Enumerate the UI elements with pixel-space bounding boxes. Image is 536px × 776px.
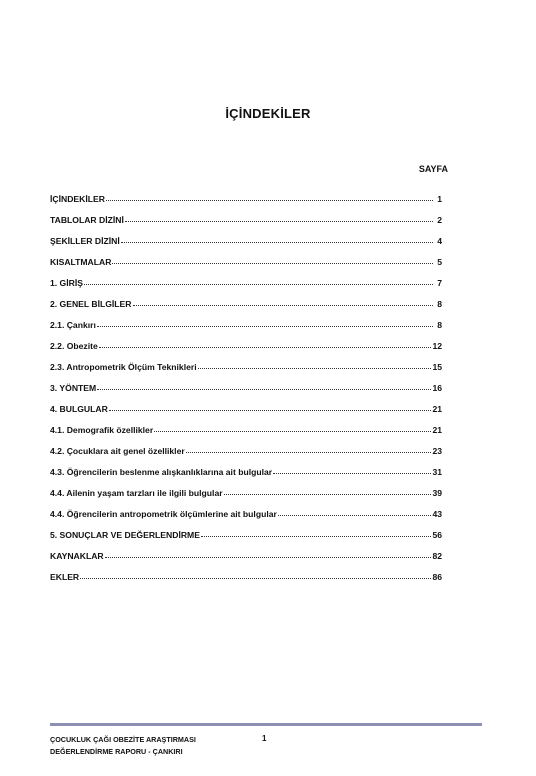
toc-entry-page: 8 [437, 320, 442, 330]
toc-entry[interactable] [50, 278, 442, 299]
toc-entry-label: 3. YÖNTEM [50, 383, 97, 393]
toc-entry-label: 4. BULGULAR [50, 404, 108, 414]
toc-entry-label: KAYNAKLAR [50, 551, 104, 561]
toc-entry-page: 43 [432, 509, 442, 519]
toc-entry-label: KISALTMALAR [50, 257, 112, 267]
toc-entry-label: 2. GENEL BİLGİLER [50, 299, 132, 309]
toc-entry-page: 16 [432, 383, 442, 393]
toc-entry[interactable] [50, 530, 442, 551]
toc-entry-page: 86 [432, 572, 442, 582]
footer-report-title [50, 734, 196, 758]
toc-entry[interactable] [50, 362, 442, 383]
dot-leader [99, 347, 432, 348]
toc-entry-label: EKLER [50, 572, 80, 582]
dot-leader [112, 263, 433, 264]
table-of-contents [50, 194, 442, 593]
footer-page-number: 1 [262, 734, 267, 743]
toc-entry-page: 31 [432, 467, 442, 477]
toc-entry-page: 39 [432, 488, 442, 498]
footer-line-2: DEĞERLENDİRME RAPORU - ÇANKIRI [50, 747, 183, 756]
toc-entry-label: İÇİNDEKİLER [50, 194, 105, 204]
toc-entry-label: 4.3. Öğrencilerin beslenme alışkanlıklarına ait bulgular [50, 467, 273, 477]
dot-leader [121, 242, 433, 243]
toc-entry-page: 21 [432, 425, 442, 435]
footer-line-1: ÇOCUKLUK ÇAĞI OBEZİTE ARAŞTIRMASI [50, 735, 196, 744]
toc-entry-label: 4.1. Demografik özellikler [50, 425, 154, 435]
dot-leader [97, 389, 431, 390]
toc-entry[interactable] [50, 446, 442, 467]
dot-leader [224, 494, 432, 495]
dot-leader [198, 368, 432, 369]
toc-entry[interactable] [50, 236, 442, 257]
dot-leader [186, 452, 432, 453]
dot-leader [84, 284, 433, 285]
toc-entry-label: 4.4. Öğrencilerin antropometrik ölçümlerine ait bulgular [50, 509, 277, 519]
dot-leader [201, 536, 432, 537]
toc-entry-page: 1 [437, 194, 442, 204]
toc-entry[interactable] [50, 467, 442, 488]
toc-entry-label: 4.2. Çocuklara ait genel özellikler [50, 446, 185, 456]
toc-entry[interactable] [50, 194, 442, 215]
toc-entry[interactable] [50, 572, 442, 593]
toc-entry-page: 82 [432, 551, 442, 561]
toc-entry[interactable] [50, 383, 442, 404]
toc-entry[interactable] [50, 320, 442, 341]
dot-leader [80, 578, 431, 579]
toc-entry-page: 56 [432, 530, 442, 540]
dot-leader [109, 410, 432, 411]
toc-entry[interactable] [50, 488, 442, 509]
toc-entry-page: 4 [437, 236, 442, 246]
footer-rule [50, 723, 482, 726]
dot-leader [105, 557, 432, 558]
toc-entry-label: 5. SONUÇLAR VE DEĞERLENDİRME [50, 530, 200, 540]
toc-entry-page: 15 [432, 362, 442, 372]
toc-entry[interactable] [50, 509, 442, 530]
toc-entry-page: 8 [437, 299, 442, 309]
dot-leader [273, 473, 431, 474]
dot-leader [106, 200, 433, 201]
dot-leader [125, 221, 433, 222]
toc-entry-page: 23 [432, 446, 442, 456]
toc-entry-label: 4.4. Ailenin yaşam tarzları ile ilgili bulgular [50, 488, 223, 498]
toc-entry[interactable] [50, 404, 442, 425]
toc-entry-page: 21 [432, 404, 442, 414]
toc-entry-label: 2.3. Antropometrik Ölçüm Teknikleri [50, 362, 197, 372]
dot-leader [154, 431, 431, 432]
toc-entry[interactable] [50, 425, 442, 446]
toc-entry-page: 2 [437, 215, 442, 225]
toc-entry-label: 2.1. Çankırı [50, 320, 96, 330]
toc-entry-label: ŞEKİLLER DİZİNİ [50, 236, 120, 246]
dot-leader [133, 305, 434, 306]
toc-entry-label: 2.2. Obezite [50, 341, 98, 351]
toc-entry-label: 1. GİRİŞ [50, 278, 83, 288]
toc-entry[interactable] [50, 215, 442, 236]
dot-leader [278, 515, 432, 516]
page-title: İÇİNDEKİLER [225, 106, 311, 121]
toc-entry[interactable] [50, 257, 442, 278]
toc-entry-label: TABLOLAR DİZİNİ [50, 215, 124, 225]
toc-entry-page: 12 [432, 341, 442, 351]
toc-entry-page: 7 [437, 278, 442, 288]
toc-entry-page: 5 [437, 257, 442, 267]
page-column-header: SAYFA [418, 164, 448, 174]
toc-entry[interactable] [50, 341, 442, 362]
toc-entry[interactable] [50, 551, 442, 572]
dot-leader [97, 326, 433, 327]
toc-entry[interactable] [50, 299, 442, 320]
